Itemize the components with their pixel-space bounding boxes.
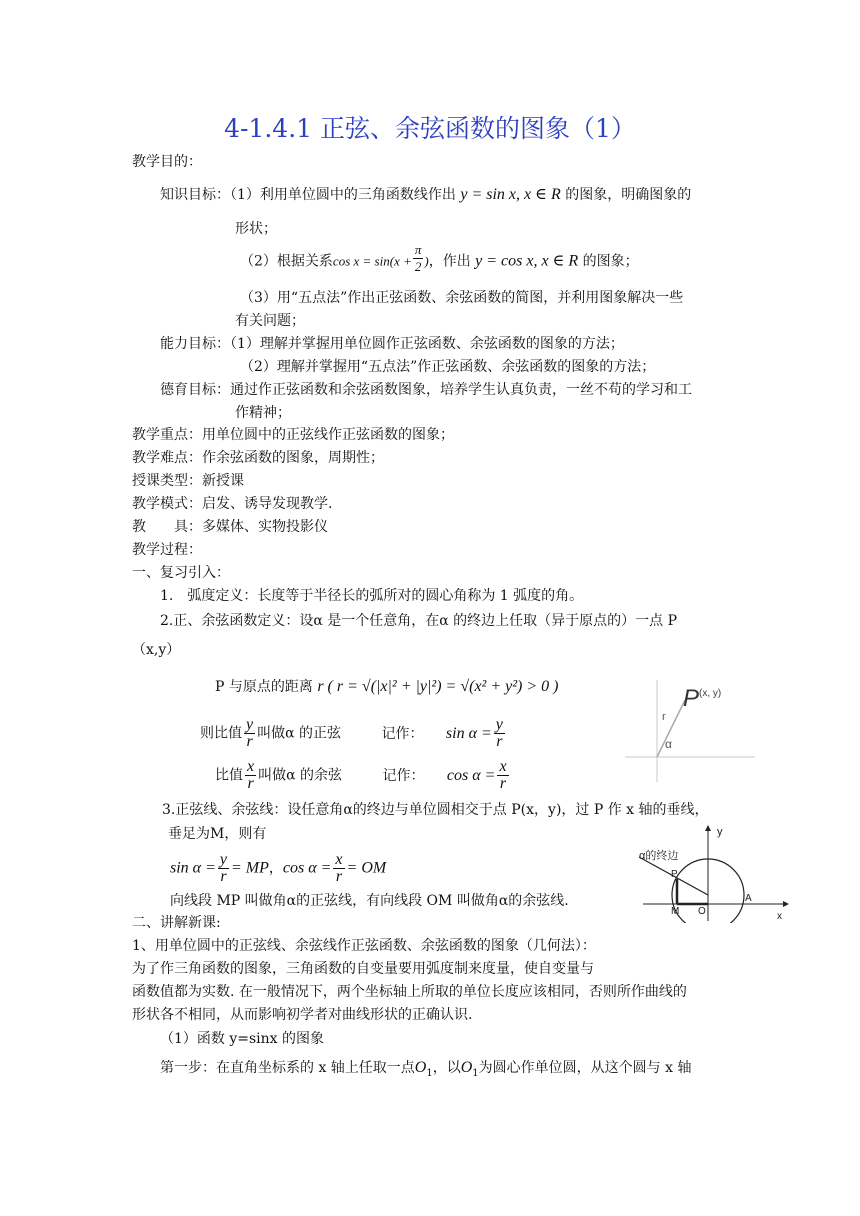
ability-label: 能力目标： xyxy=(160,336,230,352)
paragraph-line3: 形状各不相同，从而影响初学者对曲线形状的正确认识. xyxy=(132,1007,473,1023)
distance-text: P 与原点的距离 xyxy=(215,679,313,695)
knowledge-objective-line1 xyxy=(160,185,691,205)
page-title: 4-1.4.1 正弦、余弦函数的图象（1） xyxy=(224,114,636,143)
knowledge-item2-formula2: y = cos x, x ∈ R xyxy=(475,252,579,270)
knowledge-item3-line1: （3）用“五点法”作出正弦函数、余弦函数的简图，并利用图象解决一些 xyxy=(240,290,684,306)
paragraph-line2: 函数值都为实数. 在一般情况下，两个坐标轴上所取的单位长度应该相同，否则所作曲线的 xyxy=(132,984,687,1000)
step-one-line: 第一步：在直角坐标系的 x 轴上任取一点$O_1$，以$O_1$为圆心作单位圆，从这个圆与 x 轴 xyxy=(160,1059,692,1079)
fig1-alpha-label: α xyxy=(665,737,672,751)
info-difficulty: 教学难点：作余弦函数的图象，周期性； xyxy=(132,450,384,466)
fig1-coord-label: (x, y) xyxy=(699,688,722,699)
lines-definition-line3: 向线段 MP 叫做角α的正弦线，有向线段 OM 叫做角α的余弦线. xyxy=(170,893,569,909)
lines-definition-line2: 垂足为M，则有 xyxy=(168,826,267,842)
y-over-r-fraction: $\frac{y}{r}$ xyxy=(246,716,254,750)
lines-definition-line1: 3.正弦线、余弦线：设任意角α的终边与单位圆相交于点 P(x，y)，过 P 作 x 轴的垂线， xyxy=(162,802,709,818)
moral-label: 德育目标： xyxy=(160,382,230,398)
ability-item1: （1）理解并掌握用单位圆作正弦函数、余弦函数的图象的方法； xyxy=(230,336,624,352)
section-review-heading: 一、复习引入： xyxy=(132,565,230,581)
knowledge-item2-text: （2）根据关系 xyxy=(240,253,333,270)
fig2-y-label: y xyxy=(717,826,723,838)
cos-fraction: $\frac{x}{r}$ xyxy=(499,758,507,792)
moral-line2: 作精神； xyxy=(235,405,291,421)
knowledge-item1-cont: 形状； xyxy=(235,221,277,237)
ability-item2: （2）理解并掌握用“五点法”作正弦函数、余弦函数的图象的方法； xyxy=(240,359,656,375)
fig1-point-label: P xyxy=(683,685,700,712)
terminal-side-figure xyxy=(615,672,765,787)
fig2-O-label: O xyxy=(698,906,706,917)
info-tools: 教 具：多媒体、实物投影仪 xyxy=(132,519,328,535)
x-over-r-fraction: $\frac{x}{r}$ xyxy=(247,758,255,792)
om-fraction: $\frac{x}{r}$ xyxy=(335,851,343,885)
knowledge-item1-text: （1）利用单位圆中的三角函数线作出 xyxy=(230,187,456,203)
method-heading: 1、用单位圆中的正弦线、余弦线作正弦函数、余弦函数的图象（几何法）： xyxy=(132,938,596,954)
distance-line xyxy=(215,677,558,697)
sine-definition: 则比值 $\frac{y}{r}$ 叫做α 的正弦 记作： sin α = $\frac{y}{r}$ xyxy=(200,716,503,750)
paragraph-line1: 为了作三角函数的图象，三角函数的自变量要用弧度制来度量，使自变量与 xyxy=(132,961,594,977)
info-process: 教学过程： xyxy=(132,542,202,558)
fig2-P-label: P xyxy=(671,869,678,880)
fig2-A-label: A xyxy=(745,893,752,904)
fig2-y-arrow-icon xyxy=(705,825,711,831)
review-item-radian: 1. 弧度定义：长度等于半径长的弧所对的圆心角称为 1 弧度的角。 xyxy=(160,588,584,604)
fig2-M-label: M xyxy=(671,906,680,917)
subheading-sin-graph: （1）函数 y=sinx 的图象 xyxy=(160,1031,325,1047)
knowledge-item2-formula: cos x = sin(x + xyxy=(332,253,412,269)
fig2-terminal-label: α的终边 xyxy=(639,850,679,862)
mp-fraction: $\frac{y}{r}$ xyxy=(219,851,227,885)
info-teaching-mode: 教学模式：启发、诱导发现教学. xyxy=(132,496,333,512)
moral-line1: 通过作正弦函数和余弦函数图象，培养学生认真负责，一丝不苟的学习和工 xyxy=(230,382,692,398)
knowledge-objective-line2: （2）根据关系cos x = sin(x + $\frac{\pi}{2}$ )，作出 y = cos x, x ∈ R 的图象； xyxy=(240,242,639,274)
section-new-lesson-heading: 二、讲解新课: xyxy=(132,915,221,931)
distance-formula: r ( r = √(|x|² + |y|²) = √(x² + y²) > 0 ) xyxy=(317,678,559,695)
unit-circle-figure xyxy=(635,823,795,923)
knowledge-item1-post: 的图象，明确图象的 xyxy=(565,187,692,203)
info-lesson-type: 授课类型：新授课 xyxy=(132,473,244,489)
ability-objective-line1 xyxy=(160,334,624,354)
knowledge-item3-line2: 有关问题； xyxy=(235,313,305,329)
info-key-points: 教学重点：用单位圆中的正弦线作正弦函数的图象； xyxy=(132,427,454,443)
fig2-x-label: x xyxy=(777,911,782,922)
objectives-heading: 教学目的： xyxy=(132,154,202,170)
review-item-definition-cont: （x,y） xyxy=(132,642,181,658)
moral-objective-line1 xyxy=(160,380,692,400)
knowledge-label: 知识目标： xyxy=(160,187,230,203)
knowledge-item2-mid: ，作出 xyxy=(428,253,471,270)
review-item-definition: 2.正、余弦函数定义：设α 是一个任意角，在α 的终边上任取（异于原点的）一点 P xyxy=(160,613,678,629)
cosine-definition: 比值 $\frac{x}{r}$ 叫做α 的余弦 记作： cos α = $\frac{x}{r}$ xyxy=(215,758,507,792)
pi-over-two-fraction: $\frac{\pi}{2}$ xyxy=(414,242,422,274)
knowledge-item1-formula: y = sin x, x ∈ R xyxy=(460,186,561,203)
knowledge-item2-post: 的图象； xyxy=(582,253,639,270)
sin-fraction: $\frac{y}{r}$ xyxy=(495,716,503,750)
fig1-r-label: r xyxy=(662,711,666,723)
fig2-x-arrow-icon xyxy=(783,901,789,907)
sin-cos-line-formulas: sin α = $\frac{y}{r}$ = MP，cos α = $\frac{x}{r}$ = OM xyxy=(170,851,387,885)
